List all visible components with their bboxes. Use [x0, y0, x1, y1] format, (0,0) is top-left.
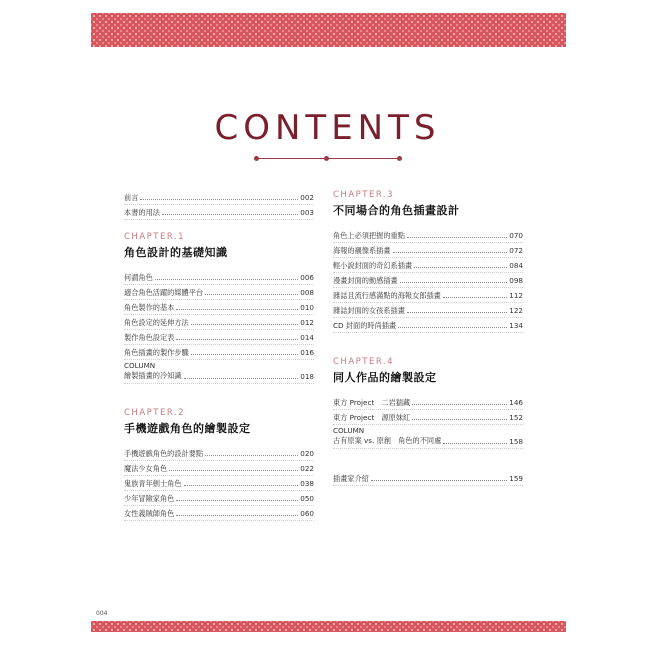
toc-entry-page: 146: [509, 398, 523, 407]
toc-right-column: [333, 190, 523, 486]
toc-entry-title: 輕小說封面的奇幻系插畫: [333, 261, 413, 270]
toc-entry-title: 前言: [124, 193, 139, 202]
dot-leader: [407, 237, 507, 238]
toc-entry-page: 072: [509, 246, 523, 255]
toc-entry-page: 084: [509, 261, 523, 270]
chapter-title: 手機遊戲角色的繪製設定: [124, 422, 251, 435]
toc-entry: [124, 476, 314, 491]
toc-entry: [333, 395, 523, 410]
toc-entry-page: 008: [300, 288, 314, 297]
toc-entry-page: 038: [300, 479, 314, 488]
toc-entry-title: 角色製作的基本: [124, 303, 175, 312]
toc-entry-page: 002: [300, 193, 314, 202]
ornament-dot: [324, 156, 329, 161]
toc-entry-title: 漫畫封面的動感插畫: [333, 276, 398, 285]
dot-leader: [414, 267, 507, 268]
toc-entry: [124, 190, 314, 205]
toc-entry-page: 016: [300, 348, 314, 357]
toc-entry-title: 雜誌封面的女孩系插畫: [333, 306, 405, 315]
chapter-title: 角色設計的基礎知識: [124, 246, 228, 259]
dot-leader: [371, 480, 507, 481]
toc-entry: [333, 288, 523, 303]
toc-entry-title: 角色插畫的製作步驟: [124, 348, 189, 357]
decorative-band-bottom: [91, 621, 566, 632]
chapter-label: CHAPTER.2: [124, 408, 186, 418]
toc-entry-title: 海報的襯像系插畫: [333, 246, 391, 255]
toc-entry: [124, 300, 314, 315]
dot-leader: [400, 282, 508, 283]
toc-entry: [124, 506, 314, 521]
toc-entry-title: 東方 Project 二岩猯藏: [333, 398, 411, 407]
toc-entry-title: 雜誌且流行感滿點的海報女郎插畫: [333, 291, 441, 300]
dot-leader: [176, 515, 298, 516]
toc-entry: [333, 410, 523, 425]
chapter-title: 不同場合的角色插畫設計: [333, 204, 460, 217]
toc-entry-title: COLUMN 繪製插畫的冷知識: [124, 361, 182, 380]
toc-entry-page: 158: [509, 437, 523, 446]
toc-entry-page: 112: [509, 291, 523, 300]
spacer: [124, 220, 314, 232]
spacer: [333, 333, 523, 343]
toc-entry-title: CD 封面的時尚插畫: [333, 321, 397, 330]
spacer: [333, 449, 523, 471]
toc-entry: [333, 273, 523, 288]
toc-entry-page: 122: [509, 306, 523, 315]
toc-entry: [333, 318, 523, 333]
dot-leader: [191, 354, 299, 355]
toc-entry-title: 手機遊戲角色的設計要點: [124, 449, 204, 458]
toc-entry-page: 098: [509, 276, 523, 285]
toc-entry: [124, 205, 314, 220]
toc-entry-title: 製作角色設定表: [124, 333, 175, 342]
toc-entry-title: 魔法少女角色: [124, 464, 168, 473]
toc-entry-page: 010: [300, 303, 314, 312]
toc-entry-page: 050: [300, 494, 314, 503]
dot-leader: [205, 294, 298, 295]
dot-leader: [169, 470, 298, 471]
toc-entry-title: 何謂角色: [124, 273, 153, 282]
decorative-band-top: [91, 13, 566, 47]
dot-leader: [191, 324, 299, 325]
toc-entry-title: 東方 Project 源原妹紅: [333, 413, 411, 422]
toc-entry-page: 020: [300, 449, 314, 458]
toc-entry-page: 003: [300, 208, 314, 217]
dot-leader: [176, 309, 298, 310]
toc-entry: [333, 425, 523, 449]
toc-entry: [333, 243, 523, 258]
toc-entry-title: 適合角色活躍的媒體平台: [124, 288, 204, 297]
toc-entry-page: 159: [509, 474, 523, 483]
toc-entry: [124, 491, 314, 506]
toc-entry-page: 006: [300, 273, 314, 282]
toc-entry: [333, 303, 523, 318]
toc-entry-title: 女性義賊師角色: [124, 509, 175, 518]
chapter-label: CHAPTER.1: [124, 232, 186, 242]
toc-entry: [333, 228, 523, 243]
dot-leader: [443, 297, 507, 298]
toc-entry: [124, 446, 314, 461]
dot-leader: [176, 339, 298, 340]
dot-leader: [412, 419, 507, 420]
dot-leader: [398, 327, 507, 328]
dot-leader: [407, 312, 507, 313]
toc-entry: [124, 330, 314, 345]
toc-left-column: [124, 190, 314, 521]
toc-entry-title: 本書的用法: [124, 208, 160, 217]
toc-entry-title: 少年冒險家角色: [124, 494, 175, 503]
dot-leader: [162, 214, 298, 215]
toc-entry-page: 022: [300, 464, 314, 473]
dot-leader: [184, 378, 299, 379]
toc-entry: [333, 258, 523, 273]
toc-entry-page: 012: [300, 318, 314, 327]
toc-entry-title: 插畫家介紹: [333, 474, 369, 483]
chapter-label: CHAPTER.4: [333, 357, 395, 367]
toc-entry: [124, 345, 314, 360]
dot-leader: [412, 404, 507, 405]
toc-entry-page: 060: [300, 509, 314, 518]
toc-entry-page: 018: [300, 372, 314, 381]
toc-entry-page: 014: [300, 333, 314, 342]
toc-entry: [124, 360, 314, 384]
toc-entry-title: 角色設定的延伸方法: [124, 318, 189, 327]
toc-entry-page: 070: [509, 231, 523, 240]
toc-entry-page: 152: [509, 413, 523, 422]
dot-leader: [184, 485, 299, 486]
dot-leader: [443, 443, 507, 444]
dot-leader: [176, 500, 298, 501]
spacer: [124, 384, 314, 394]
toc-entry-title: 角色上必須把握的重點: [333, 231, 405, 240]
dot-leader: [393, 252, 508, 253]
page-title: CONTENTS: [214, 108, 441, 148]
dot-leader: [140, 199, 298, 200]
toc-entry: [124, 461, 314, 476]
toc-entry-page: 134: [509, 321, 523, 330]
toc-entry-title: COLUMN 古有原案 vs. 原創 角色的不同處: [333, 426, 442, 445]
chapter-label: CHAPTER.3: [333, 190, 395, 200]
toc-entry: [124, 315, 314, 330]
toc-entry-title: 鬼族青年劍士角色: [124, 479, 182, 488]
dot-leader: [155, 279, 299, 280]
dot-leader: [205, 455, 298, 456]
chapter-title: 同人作品的繪製設定: [333, 371, 437, 384]
toc-entry: [333, 471, 523, 486]
title-ornament-rule: [258, 158, 398, 159]
page-number: 004: [96, 610, 108, 617]
toc-entry: [124, 270, 314, 285]
toc-entry: [124, 285, 314, 300]
